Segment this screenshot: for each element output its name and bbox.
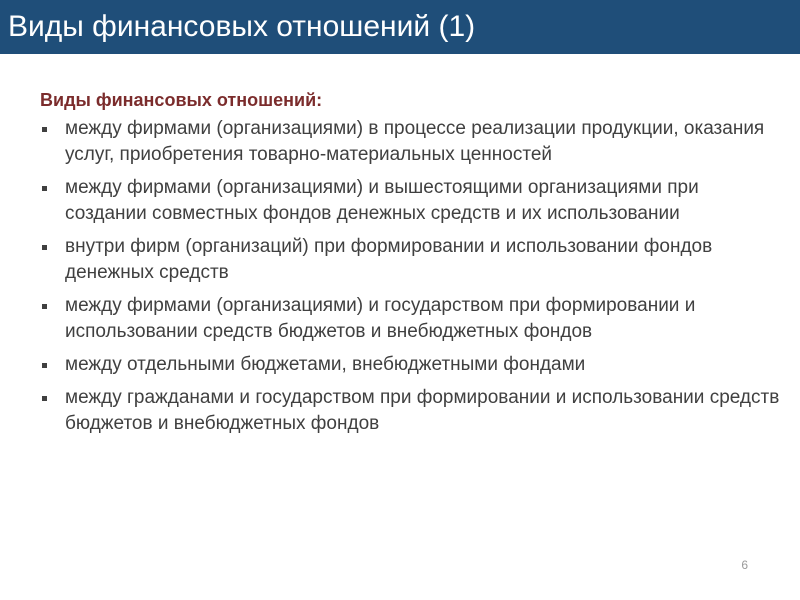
square-bullet-icon — [42, 127, 47, 132]
bullet-item — [40, 385, 780, 437]
slide-content — [40, 88, 780, 444]
square-bullet-icon — [42, 396, 47, 401]
bullet-list — [40, 116, 780, 437]
bullet-item — [40, 352, 780, 378]
square-bullet-icon — [42, 245, 47, 250]
bullet-item — [40, 293, 780, 345]
slide-title: Виды финансовых отношений (1) — [8, 10, 476, 43]
bullet-text: между фирмами (организациями) и государством при формировании и использовании средств бюджетов и внебюджетных фондов — [65, 295, 696, 342]
page-number: 6 — [741, 558, 748, 572]
bullet-text: между фирмами (организациями) в процессе реализации продукции, оказания услуг, приобретения товарно-материальных ценностей — [65, 118, 765, 165]
slide-subtitle: Виды финансовых отношений: — [40, 90, 323, 110]
bullet-text: между фирмами (организациями) и вышестоящими организациями при создании совместных фондов денежных средств и их использовании — [65, 177, 699, 224]
square-bullet-icon — [42, 363, 47, 368]
square-bullet-icon — [42, 304, 47, 309]
bullet-text: между отдельными бюджетами, внебюджетными фондами — [65, 354, 586, 375]
bullet-item — [40, 116, 780, 168]
bullet-item — [40, 234, 780, 286]
title-bar — [0, 0, 800, 54]
bullet-item — [40, 175, 780, 227]
square-bullet-icon — [42, 186, 47, 191]
bullet-text: между гражданами и государством при формировании и использовании средств бюджетов и внебюджетных фондов — [65, 387, 780, 434]
bullet-text: внутри фирм (организаций) при формировании и использовании фондов денежных средств — [65, 236, 713, 283]
